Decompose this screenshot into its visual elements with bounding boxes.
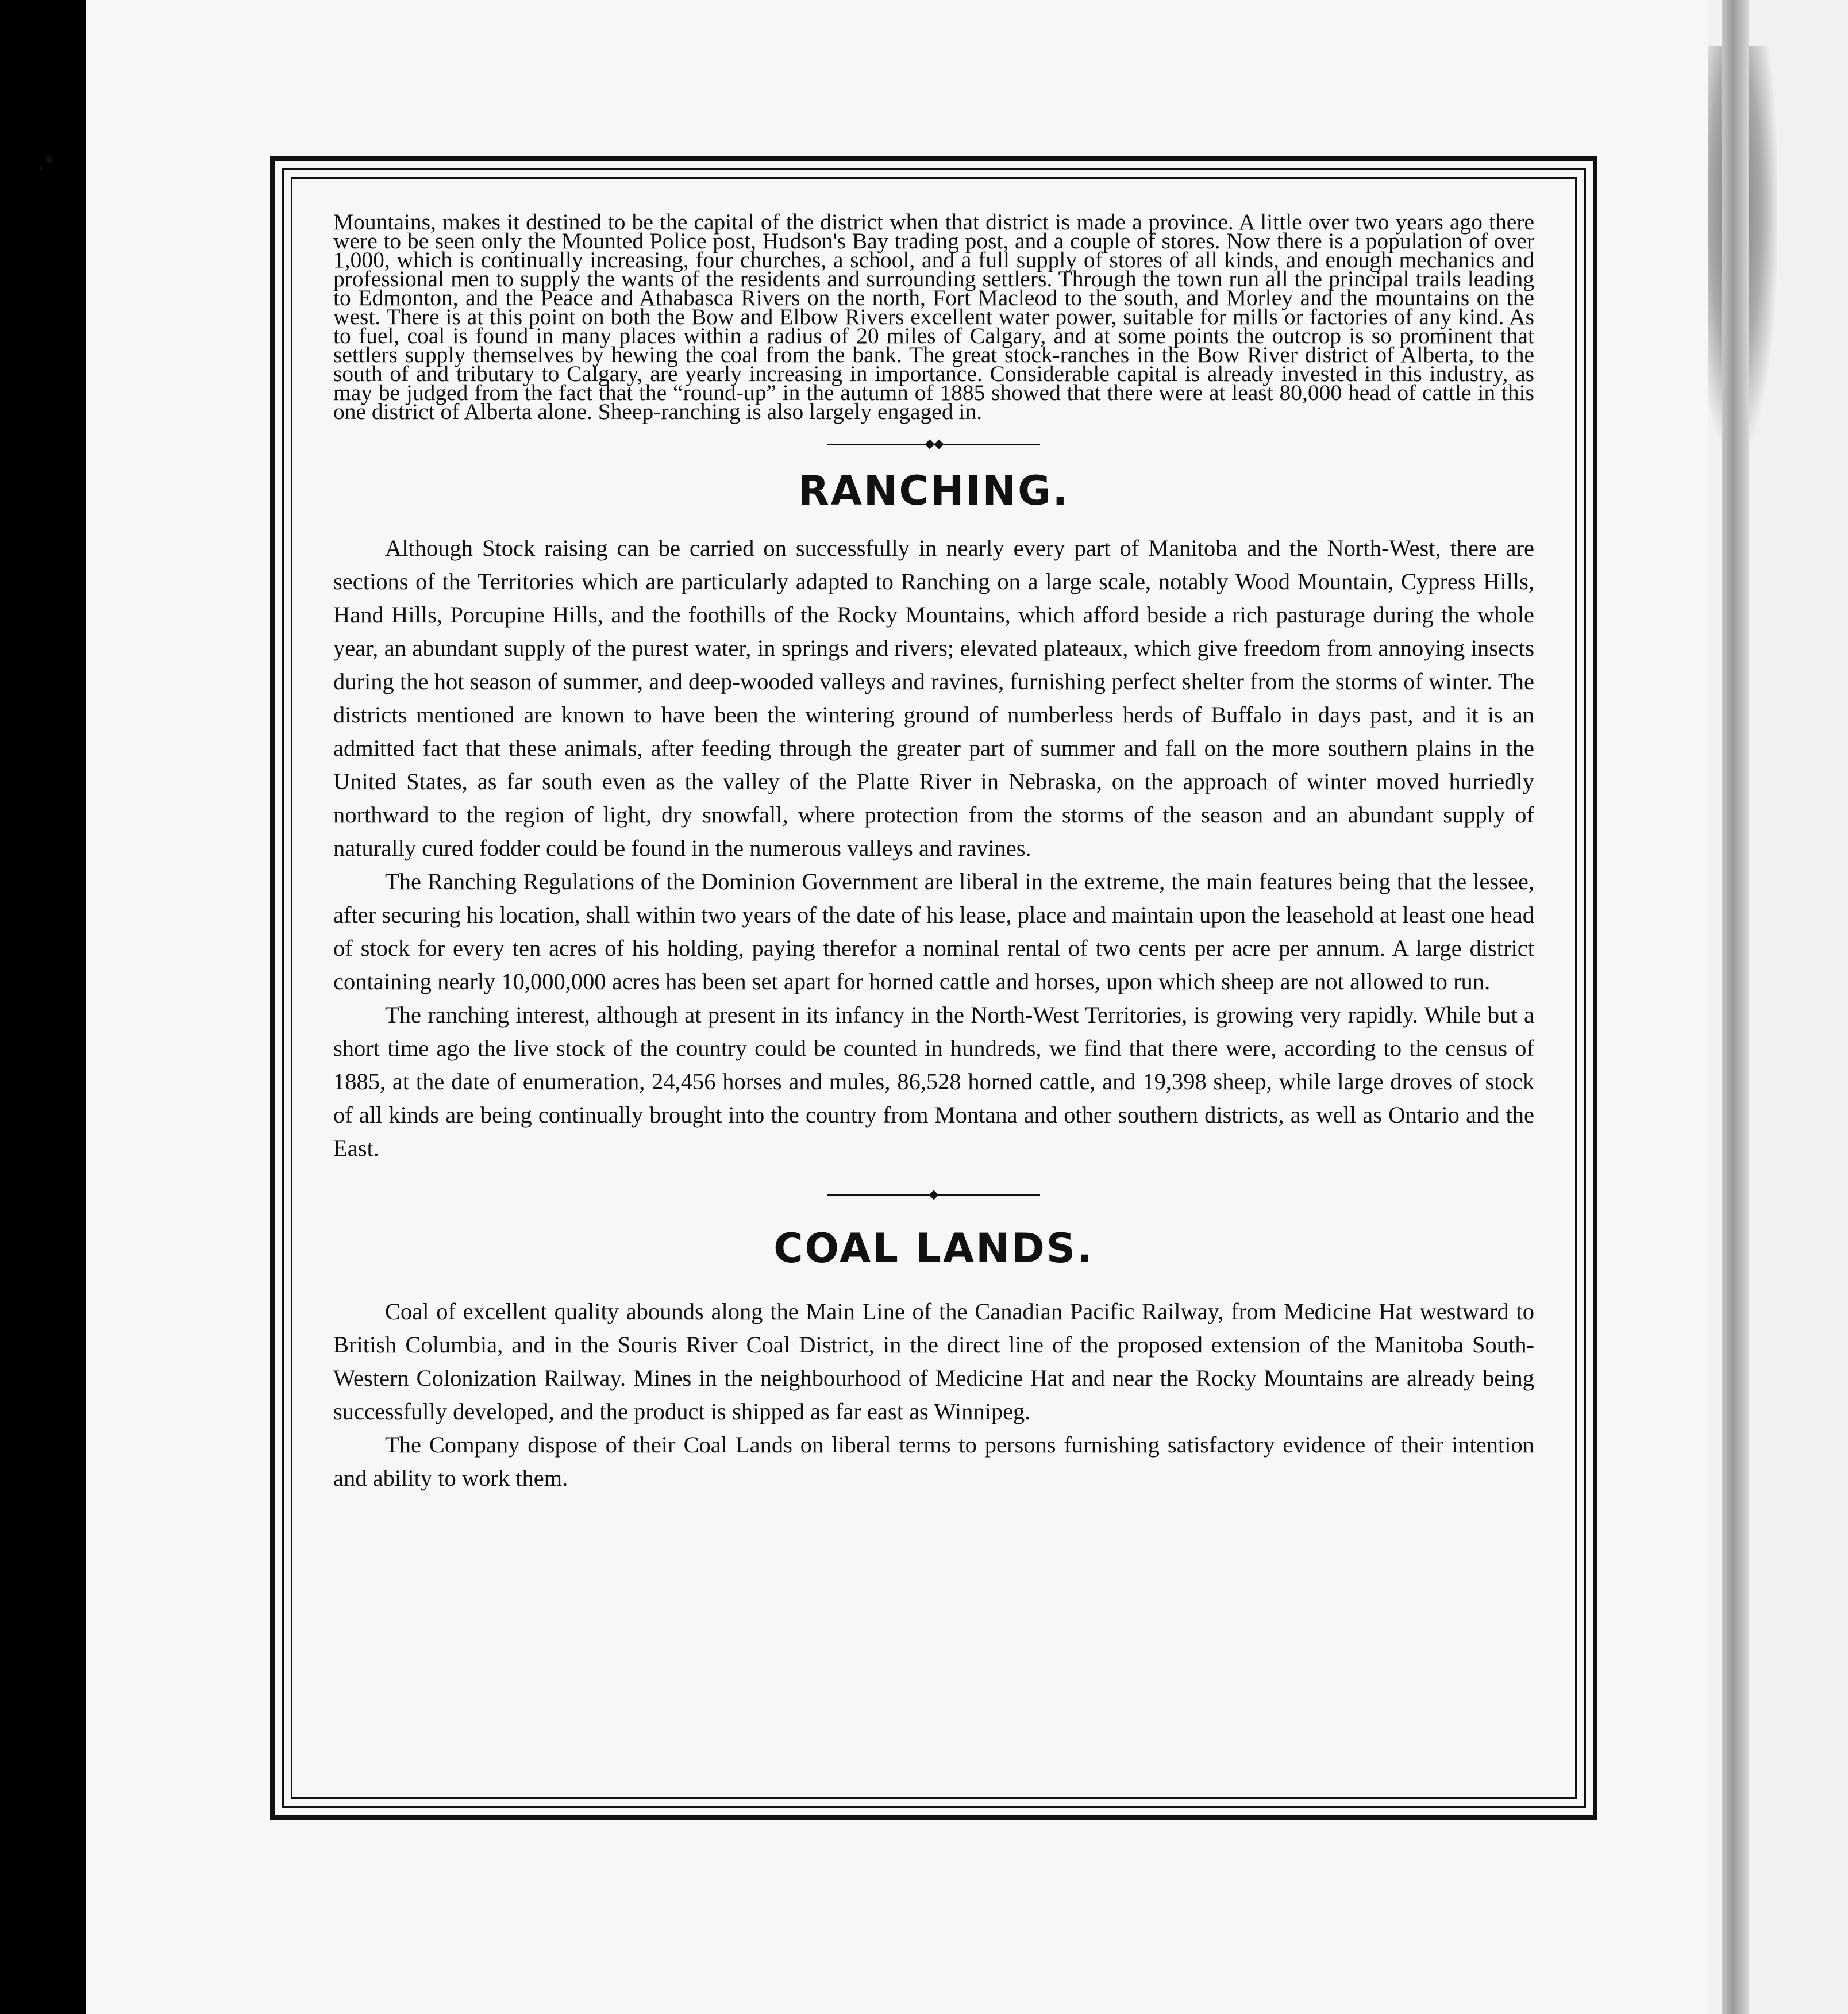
page-fold — [1722, 0, 1749, 2014]
ranching-paragraph-1: Although Stock raising can be carried on successfully in nearly every part of Manitoba and the North-West, there are sections of the Territories which are particularly adapted to Ranching on a large scale, notably Wood Mountain, Cypress Hills, Hand Hills, Porcupine Hills, and the foothills of the Rocky Mountains, which afford beside a rich pasturage during the whole year, an abundant supply of the purest water, in springs and rivers; elevated plateaux, which give freedom from annoying insects during the hot season of summer, and deep-wooded valleys and ravines, furnishing perfect shelter from the storms of winter. The districts mentioned are known to have been the wintering ground of numberless herds of Buffalo in days past, and it is an admitted fact that these animals, after feeding through the greater part of summer and fall on the more southern plains in the United States, as far south even as the valley of the Platte River in Nebraska, on the approach of winter moved hurriedly northward to the region of light, dry snowfall, where protection from the storms of the season and an abundant supply of naturally cured fodder could be found in the numerous valleys and ravines. — [333, 535, 1534, 861]
ranching-heading: RANCHING. — [798, 467, 1070, 514]
adjacent-page-edge — [1708, 0, 1848, 2014]
coal-lands-paragraph-1: Coal of excellent quality abounds along the Main Line of the Canadian Pacific Railway, from Medicine Hat westward to British Columbia, and in the Souris River Coal District, in the direct line of the proposed extension of the Manitoba South-Western Colonization Railway. Mines in the neighbourhood of Medicine Hat and near the Rocky Mountains are already being successfully developed, and the product is shipped as far east as Winnipeg. — [333, 1298, 1534, 1424]
margin-specks — [34, 138, 57, 184]
ranching-paragraph-2: The Ranching Regulations of the Dominion Government are liberal in the extreme, the main features being that the lessee, after securing his location, shall within two years of the date of his lease, place and maintain upon the leasehold at least one head of stock for every ten acres of his holding, paying therefor a nominal rental of two cents per acre per annum. A large district containing nearly 10,000,000 acres has been set apart for horned cattle and horses, upon which sheep are not allowed to run. — [333, 868, 1534, 994]
intro-paragraph: Mountains, makes it destined to be the capital of the district when that district is made a province. A little over two years ago there were to be seen only the Mounted Police post, Hudson's Bay trading post, and a couple of stores. Now there is a population of over 1,000, which is continually increasing, four churches, a school, and a full supply of stores of all kinds, and enough mechanics and professional men to supply the wants of the residents and surrounding settlers. Through the town run all the principal trails leading to Edmonton, and the Peace and Athabasca Rivers on the north, Fort Macleod to the south, and Morley and the mountains on the west. There is at this point on both the Bow and Elbow Rivers excellent water power, suitable for mills or factories of any kind. As to fuel, coal is found in many places within a radius of 20 miles of Calgary, and at some points the outcrop is so prominent that settlers supply themselves by hewing the coal from the bank. The great stock-ranches in the Bow River district of Alberta, to the south of and tributary to Calgary, are yearly increasing in importance. Considerable capital is already invested in this industry, as may be judged from the fact that the “round-up” in the autumn of 1885 showed that there were at least 80,000 head of cattle in this one district of Alberta alone. Sheep-ranching is also largely engaged in. — [333, 209, 1534, 424]
ranching-paragraph-3: The ranching interest, although at present in its infancy in the North-West Territories, is growing very rapidly. While but a short time ago the live stock of the country could be counted in hundreds, we find that there were, according to the census of 1885, at the date of enumeration, 24,456 horses and mules, 86,528 horned cattle, and 19,398 sheep, while large droves of stock of all kinds are being continually brought into the country from Montana and other southern districts, as well as Ontario and the East. — [333, 1002, 1534, 1161]
coal-lands-paragraph-2: The Company dispose of their Coal Lands on liberal terms to persons furnishing satisfactory evidence of their intention and ability to work them. — [333, 1432, 1534, 1491]
section-divider — [827, 1189, 1040, 1201]
section-divider — [827, 439, 1040, 450]
coal-lands-heading: COAL LANDS. — [773, 1225, 1094, 1272]
page-content — [333, 209, 1534, 1495]
